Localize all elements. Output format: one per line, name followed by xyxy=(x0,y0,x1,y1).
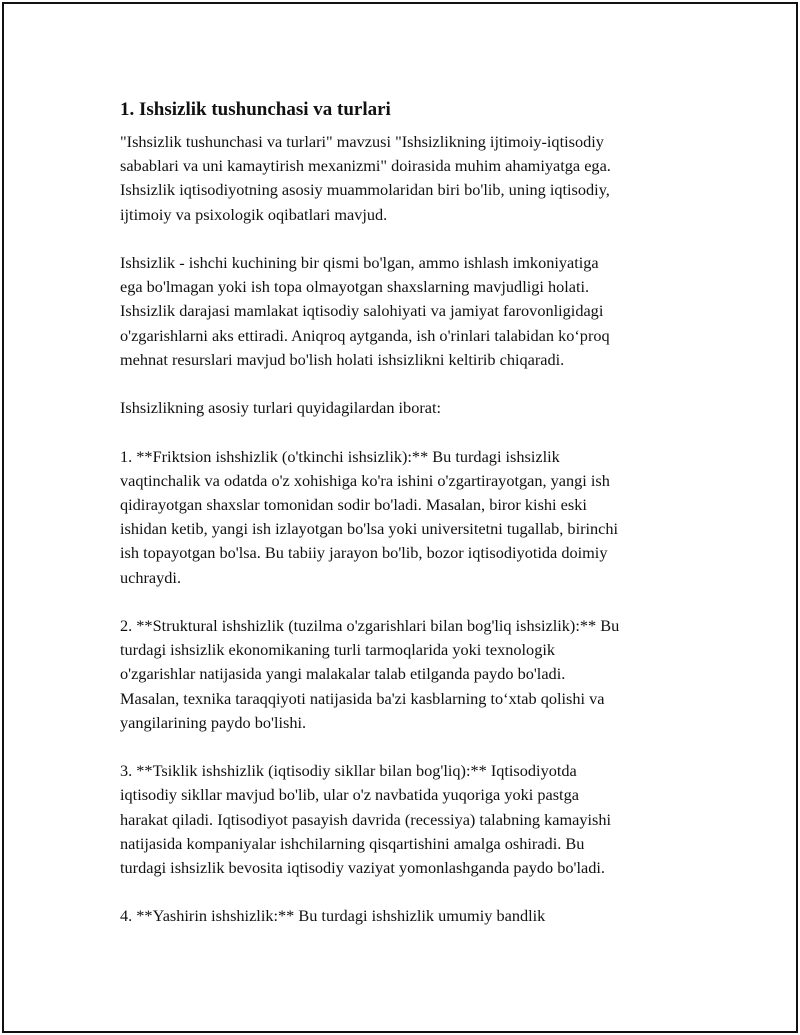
text-line: ishidan ketib, yangi ish izlayotgan bo'lsa yoki universitetni tugallab, birinchi xyxy=(120,519,619,539)
text-line: "Ishsizlik tushunchasi va turlari" mavzusi "Ishsizlikning ijtimoiy-iqtisodiy xyxy=(120,132,604,151)
text-line: o'zgarishlarni aks ettiradi. Aniqroq aytganda, ish o'rinlari talabidan ko‘proq xyxy=(120,325,610,345)
text-line: harakat qiladi. Iqtisodiyot pasayish davrida (recessiya) talabning kamayishi xyxy=(120,809,612,829)
page-frame xyxy=(2,2,798,1033)
text-line: Ishsizlik darajasi mamlakat iqtisodiy salohiyati va jamiyat farovonligidagi xyxy=(120,301,604,321)
section-heading: 1. Ishsizlik tushunchasi va turlari xyxy=(120,99,391,120)
text-line: turdagi ishsizlik bevosita iqtisodiy vaziyat yomonlashganda paydo bo'ladi. xyxy=(120,858,605,878)
text-line: 3. **Tsiklik ishshizlik (iqtisodiy sikllar bilan bog'liq):** Iqtisodiyotda xyxy=(120,761,577,781)
text-line: ega bo'lmagan yoki ish topa olmayotgan shaxslarning mavjudligi holati. xyxy=(120,277,590,297)
text-line: sabablari va uni kamaytirish mexanizmi" doirasida muhim ahamiyatga ega. xyxy=(120,156,611,176)
paragraph-intro xyxy=(120,130,700,227)
text-line: yangilarining paydo bo'lishi. xyxy=(120,712,307,732)
text-line: qidirayotgan shaxslar tomonidan sodir bo'ladi. Masalan, biror kishi eski xyxy=(120,495,587,514)
paragraph-type-structural xyxy=(120,614,700,735)
text-line: natijasida kompaniyalar ishchilarning qisqartishini amalga oshiradi. Bu xyxy=(120,833,585,853)
text-line: Ishsizlik - ishchi kuchining bir qismi bo'lgan, ammo ishlash imkoniyatiga xyxy=(120,253,599,272)
text-line: Masalan, texnika taraqqiyoti natijasida ba'zi kasblarning to‘xtab qolishi va xyxy=(120,688,605,708)
text-line: mehnat resurslari mavjud bo'lish holati ishsizlikni keltirib chiqaradi. xyxy=(120,349,565,369)
text-line: turdagi ishsizlik ekonomikaning turli tarmoqlarida yoki texnologik xyxy=(120,640,555,660)
text-line: ijtimoiy va psixologik oqibatlari mavjud. xyxy=(120,204,388,224)
text-line: o'zgarishlar natijasida yangi malakalar talab etilganda paydo bo'ladi. xyxy=(120,664,566,684)
text-line: uchraydi. xyxy=(120,567,182,587)
text-line: Ishsizlikning asosiy turlari quyidagilardan iborat: xyxy=(120,398,442,418)
text-line: ish topayotgan bo'lsa. Bu tabiiy jarayon bo'lib, bozor iqtisodiyotida doimiy xyxy=(120,543,608,563)
paragraph-type-frictional xyxy=(120,445,700,590)
text-line: 2. **Struktural ishshizlik (tuzilma o'zgarishlari bilan bog'liq ishsizlik):** Bu xyxy=(120,616,620,635)
text-line: 4. **Yashirin ishshizlik:** Bu turdagi ishshizlik umumiy bandlik xyxy=(120,906,546,926)
text-line: Ishsizlik iqtisodiyotning asosiy muammolaridan biri bo'lib, uning iqtisodiy, xyxy=(120,180,610,200)
paragraph-type-hidden xyxy=(120,904,700,928)
text-line: vaqtinchalik va odatda o'z xohishiga ko'ra ishini o'zgartirayotgan, yangi ish xyxy=(120,470,610,490)
text-line: 1. **Friktsion ishshizlik (o'tkinchi ishsizlik):** Bu turdagi ishsizlik xyxy=(120,446,560,466)
paragraph-type-cyclical xyxy=(120,759,700,880)
paragraph-types-intro xyxy=(120,396,700,420)
document-body xyxy=(120,96,700,953)
text-line: iqtisodiy sikllar mavjud bo'lib, ular o'z navbatida yuqoriga yoki pastga xyxy=(120,785,579,805)
paragraph-definition xyxy=(120,251,700,372)
